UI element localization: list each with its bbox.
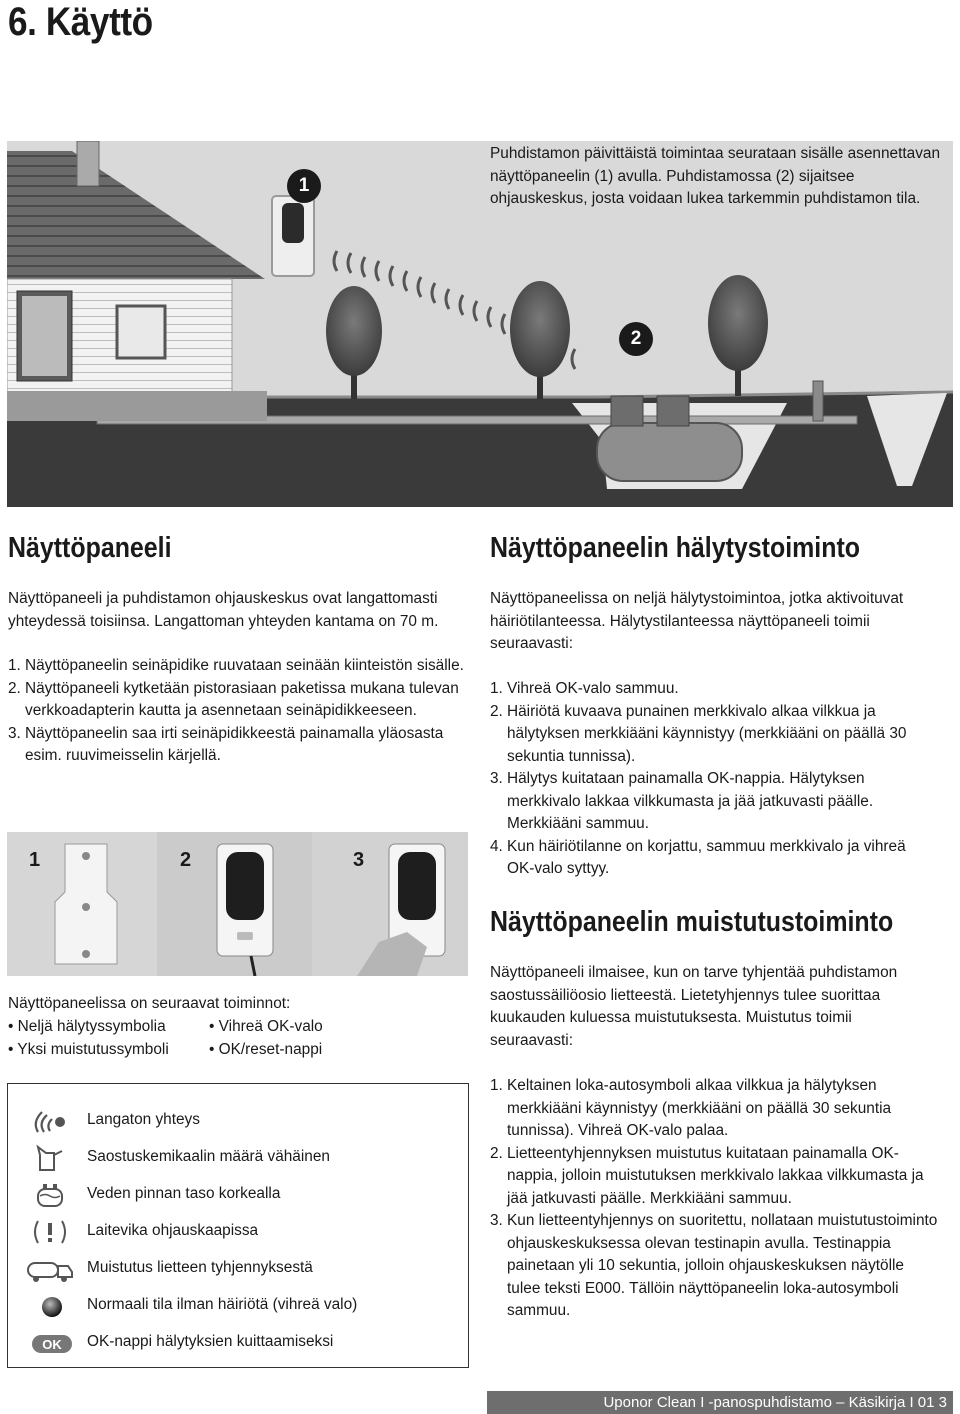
panel-paragraph: Näyttöpaneeli ja puhdistamon ohjauskeskus ovat langattomasti yhteydessä toisiinsa. Langattoman yhteyden kantama on 70 m.	[8, 590, 439, 630]
legend-row: OK OK-nappi hälytyksien kuittaamiseksi	[8, 1325, 468, 1362]
alarm-paragraph: Näyttöpaneelissa on neljä hälytystoimintoa, jotka aktivoituvat häiriötilanteessa. Hälytystilanteessa näyttöpaneeli toimii seuraavasti:	[490, 590, 904, 652]
reminder-paragraph: Näyttöpaneeli ilmaisee, kun on tarve tyhjentää puhdistamon saostussäiliöosio lietteestä. Lietetyhjennys tulee suorittaa kuukauden kuluessa muistutuksesta. Muistutus toimii seuraavasti:	[490, 964, 898, 1049]
list-item: 3. Näyttöpaneelin saa irti seinäpidikkeestä painamalla yläosasta esim. ruuvimeisselin kärjellä.	[8, 724, 444, 764]
legend-row: Muistutus lietteen tyhjennyksestä	[8, 1251, 468, 1288]
list-item: 1. Vihreä OK-valo sammuu.	[490, 680, 679, 697]
list-item: 2. Näyttöpaneeli kytketään pistorasiaan paketissa mukana tulevan verkkoadapterin kautta ja asennetaan seinäpidikkeeseen.	[8, 679, 459, 719]
photo-label-1: 1	[29, 849, 41, 871]
list-item: 1. Näyttöpaneelin seinäpidike ruuvataan seinään kiinteistön sisälle.	[8, 657, 464, 674]
feature-item: • Vihreä OK-valo	[209, 1018, 323, 1035]
legend-row: Normaali tila ilman häiriötä (vihreä valo)	[8, 1288, 468, 1325]
badge-treatment-plant: 2	[619, 322, 653, 356]
legend-row: Laitevika ohjauskaapissa	[8, 1214, 468, 1251]
legend-row: Saostuskemikaalin määrä vähäinen	[8, 1140, 468, 1177]
alarm-steps-list	[490, 678, 930, 881]
feature-item: • Neljä hälytyssymbolia	[8, 1018, 166, 1035]
list-item: 3. Kun lietteentyhjennys on suoritettu, nollataan muistutustoiminto ohjauskeskuksessa olevan testinapin avulla. Testinappia painetaan yli 10 sekuntia, jolloin ohjauskeskuksen näytölle tulee teksti E000. Tällöin näyttöpaneelin loka-autosymboli sammuu.	[490, 1212, 938, 1319]
page-title: 6. Käyttö	[8, 0, 153, 44]
installation-photos	[7, 832, 468, 976]
reminder-steps-list	[490, 1075, 940, 1323]
list-item: 2. Häiriötä kuvaava punainen merkkivalo alkaa vilkkua ja hälytyksen merkkiääni käynnistyy (merkkiääni on päällä 30 sekuntia tunnissa).	[490, 702, 907, 765]
panel-steps-list	[8, 655, 470, 768]
chemical-container-icon	[24, 1143, 76, 1173]
legend-row: Veden pinnan taso korkealla	[8, 1177, 468, 1214]
svg-text:OK: OK	[42, 1337, 62, 1352]
sludge-truck-icon	[24, 1254, 76, 1284]
list-item: 1. Keltainen loka-autosymboli alkaa vilkkua ja hälytyksen merkkiääni käynnistyy (merkkiääni on päällä 30 sekuntia tunnissa). Vihreä OK-valo palaa.	[490, 1077, 892, 1139]
photo-label-2: 2	[180, 849, 192, 871]
section-title-panel: Näyttöpaneeli	[8, 532, 172, 564]
list-item: 4. Kun häiriötilanne on korjattu, sammuu merkkivalo ja vihreä OK-valo syttyy.	[490, 837, 906, 877]
wireless-icon	[24, 1106, 76, 1136]
list-item: 2. Lietteentyhjennyksen muistutus kuitataan painamalla OK-nappia, jolloin muistutuksen merkkivalo lakkaa vilkkumasta ja jää jatkuvasti päälle. Merkkiääni sammuu.	[490, 1144, 924, 1207]
installation-steps-drawing	[7, 832, 468, 976]
ok-button-icon	[24, 1328, 76, 1358]
badge-display-panel: 1	[287, 169, 321, 203]
legend-row: Langaton yhteys	[8, 1103, 468, 1140]
page-footer: Uponor Clean I -panospuhdistamo – Käsikirja I 01 3	[487, 1391, 953, 1414]
water-level-icon	[24, 1180, 76, 1210]
feature-item: • Yksi muistutussymboli	[8, 1041, 169, 1058]
photo-label-3: 3	[353, 849, 365, 871]
features-intro: Näyttöpaneelissa on seuraavat toiminnot:	[8, 995, 291, 1012]
feature-item: • OK/reset-nappi	[209, 1041, 323, 1058]
section-title-reminder: Näyttöpaneelin muistutustoiminto	[490, 906, 894, 938]
section-title-alarm: Näyttöpaneelin hälytystoiminto	[490, 532, 861, 564]
status-light-icon	[24, 1291, 76, 1321]
intro-paragraph: Puhdistamon päivittäistä toimintaa seurataan sisälle asennettavan näyttöpaneelin (1) avulla. Puhdistamossa (2) sijaitsee ohjauskeskus, josta voidaan lukea tarkemmin puhdistamon tila.	[490, 145, 941, 207]
list-item: 3. Hälytys kuitataan painamalla OK-nappia. Hälytyksen merkkivalo lakkaa vilkkumasta ja jää jatkuvasti päälle. Merkkiääni sammuu.	[490, 770, 874, 832]
symbol-legend	[7, 1083, 469, 1368]
alert-icon	[24, 1217, 76, 1247]
